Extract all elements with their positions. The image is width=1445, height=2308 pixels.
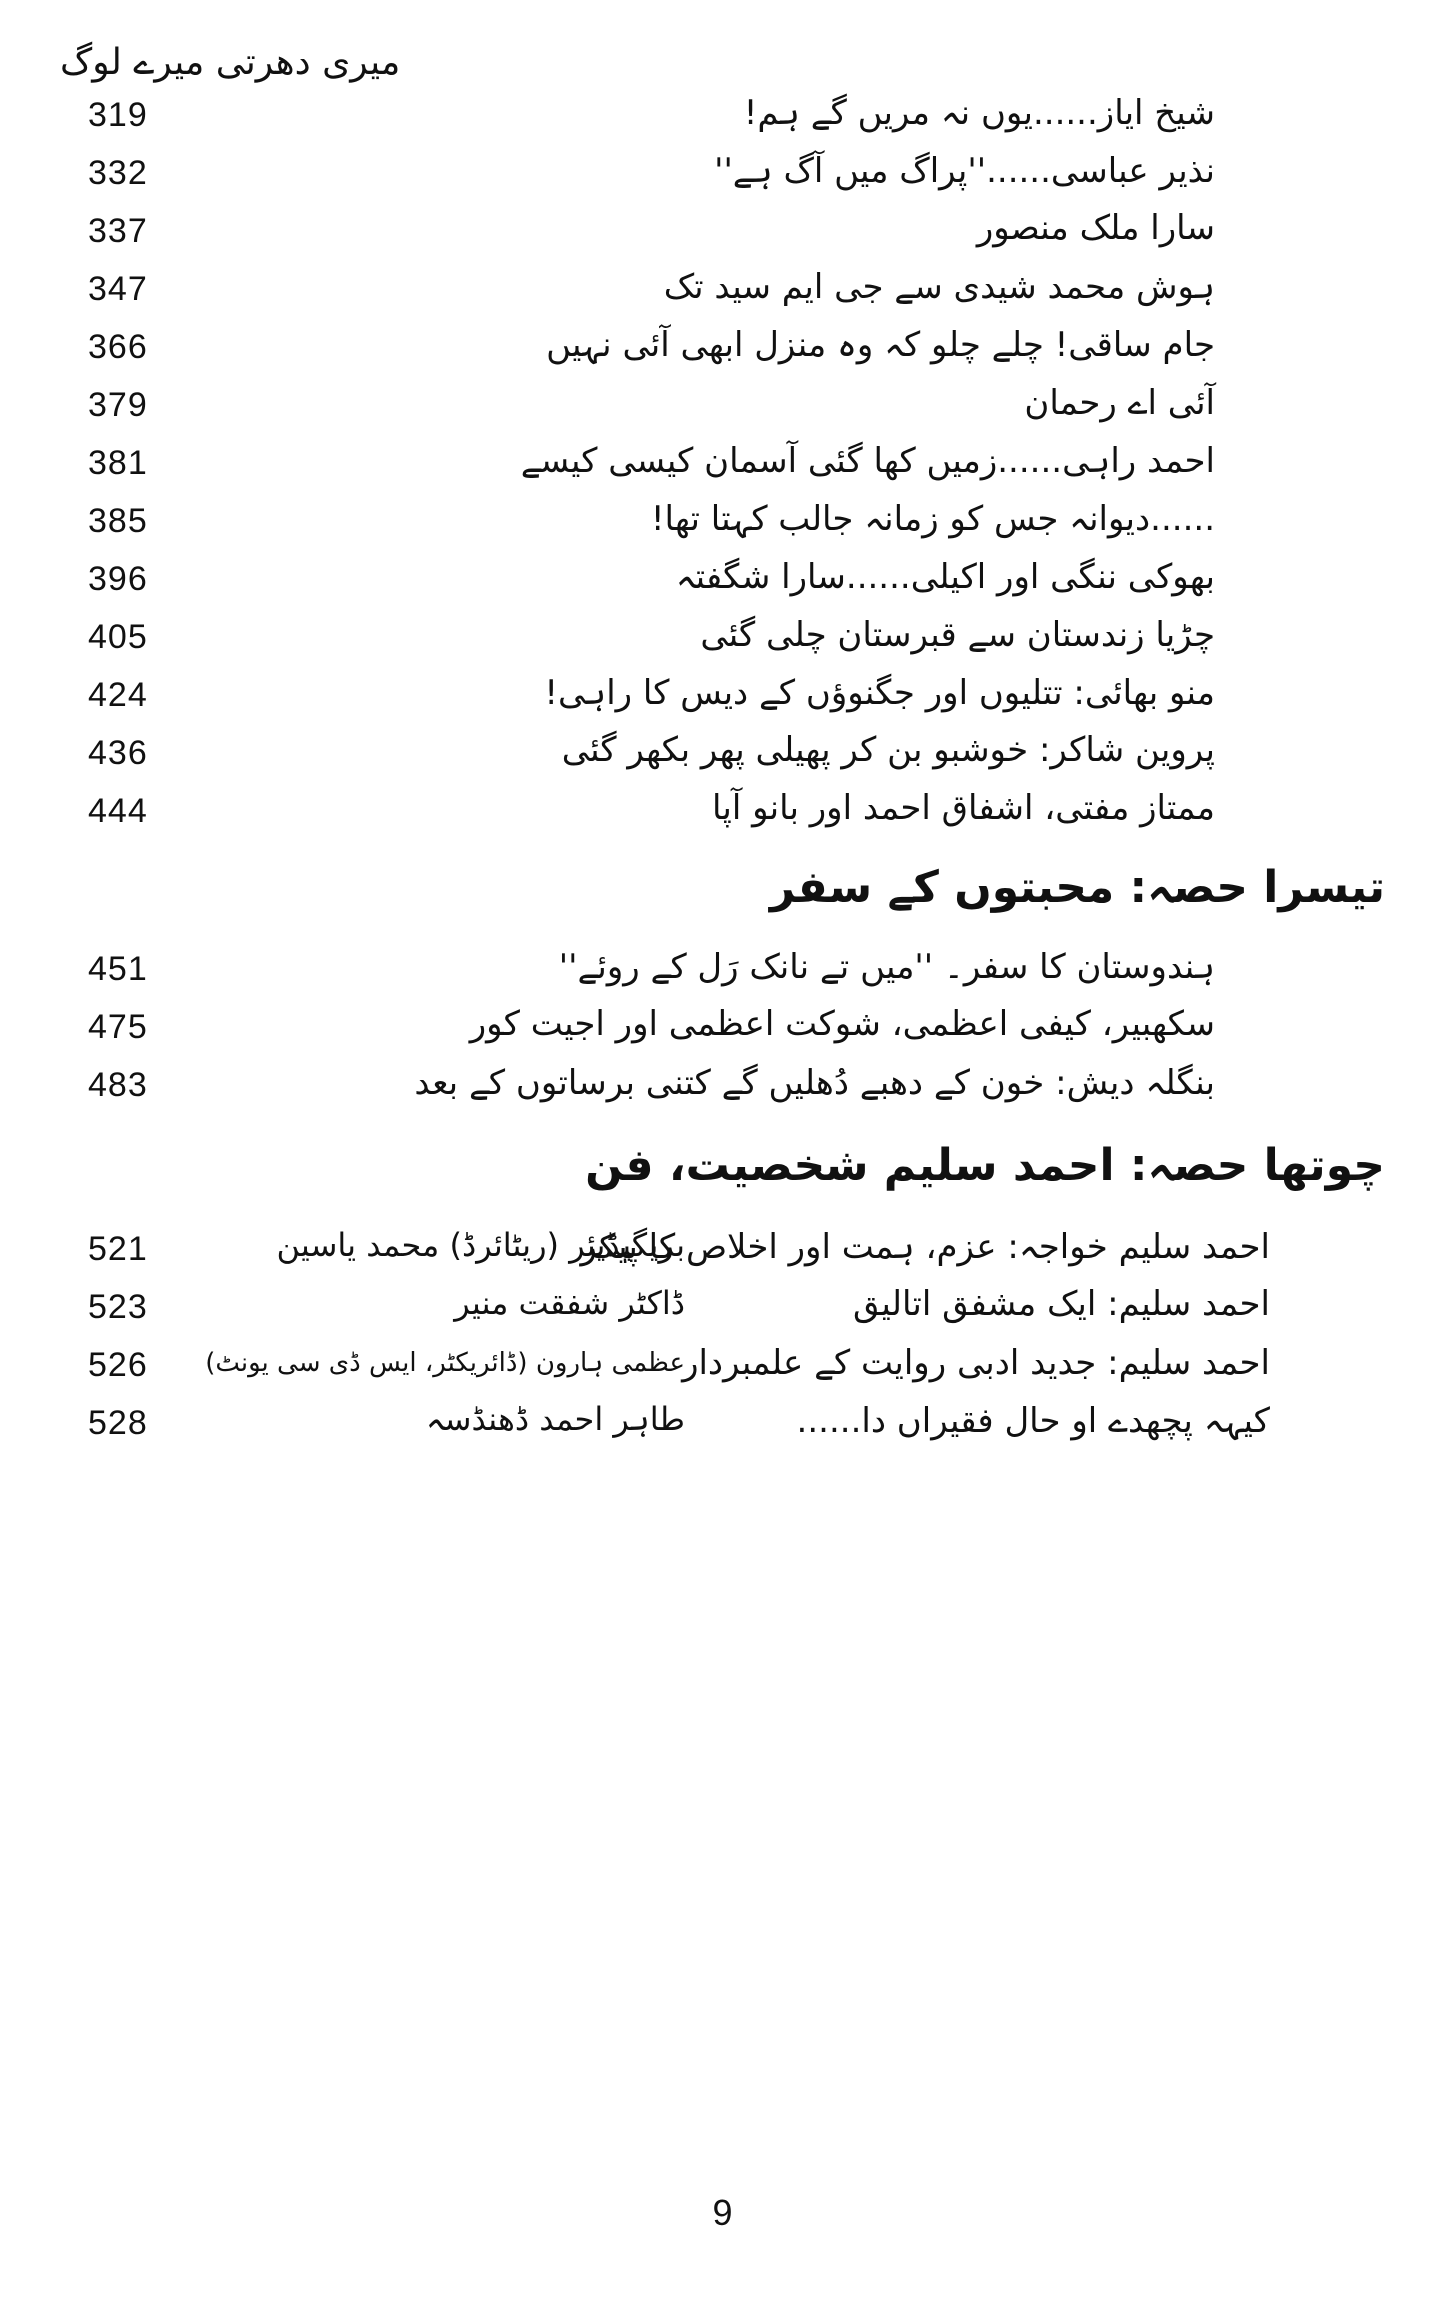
toc-entry	[0, 1058, 1445, 1118]
entry-title: چڑیا زندستان سے قبرستان چلی گئی	[700, 615, 1215, 655]
entry-page-number: 337	[88, 212, 148, 250]
toc-entry	[0, 436, 1445, 496]
toc-entry	[0, 784, 1445, 844]
entry-page-number: 381	[88, 444, 148, 482]
entry-title: نذیر عباسی......''پراگ میں آگ ہے''	[714, 151, 1215, 191]
entry-page-number: 319	[88, 96, 148, 134]
toc-entry	[0, 726, 1445, 786]
entry-page-number: 366	[88, 328, 148, 366]
entry-title: احمد راہی......زمیں کھا گئی آسمان کیسی کیسے	[520, 441, 1215, 481]
entry-title: منو بھائی: تتلیوں اور جگنوؤں کے دیس کا راہی!	[544, 673, 1215, 713]
entry-page-number: 523	[88, 1288, 148, 1326]
toc-entry	[0, 942, 1445, 1002]
entry-title: احمد سلیم: جدید ادبی روایت کے علمبردار	[682, 1343, 1270, 1383]
entry-title: بھوکی ننگی اور اکیلی......سارا شگفتہ	[675, 557, 1215, 597]
entry-page-number: 444	[88, 792, 148, 830]
entry-title: احمد سلیم خواجہ: عزم، ہمت اور اخلاص کا پیکر	[580, 1227, 1270, 1267]
entry-page-number: 385	[88, 502, 148, 540]
entry-title: جام ساقی! چلے چلو کہ وہ منزل ابھی آئی نہیں	[546, 325, 1215, 365]
entry-page-number: 347	[88, 270, 148, 308]
entry-title: پروین شاکر: خوشبو بن کر پھیلی پھر بکھر گئی	[561, 730, 1215, 770]
entry-title: ......دیوانہ جس کو زمانہ جالب کہتا تھا!	[650, 499, 1215, 539]
section-heading: تیسرا حصہ: محبتوں کے سفر	[769, 862, 1385, 913]
page-number: 9	[712, 2192, 733, 2233]
entry-page-number: 332	[88, 154, 148, 192]
entry-page-number: 528	[88, 1404, 148, 1442]
entry-page-number: 451	[88, 950, 148, 988]
entry-page-number: 475	[88, 1008, 148, 1046]
toc-entry	[0, 668, 1445, 728]
entry-page-number: 396	[88, 560, 148, 598]
entry-page-number: 436	[88, 734, 148, 772]
entry-title: احمد سلیم: ایک مشفق اتالیق	[853, 1284, 1270, 1324]
toc-entry	[0, 610, 1445, 670]
toc-entry	[0, 552, 1445, 612]
toc-entry	[0, 1280, 1445, 1340]
entry-title: ہوش محمد شیدی سے جی ایم سید تک	[663, 267, 1215, 307]
entry-title: سارا ملک منصور	[976, 208, 1215, 248]
entry-page-number: 405	[88, 618, 148, 656]
toc-entry	[0, 1338, 1445, 1398]
entry-title: شیخ ایاز......یوں نہ مریں گے ہم!	[743, 93, 1215, 133]
entry-page-number: 526	[88, 1346, 148, 1384]
toc-entry	[0, 1396, 1445, 1456]
section-heading: چوتھا حصہ: احمد سلیم شخصیت، فن	[585, 1140, 1385, 1191]
toc-entry	[0, 146, 1445, 206]
entry-title: بنگلہ دیش: خون کے دھبے دُھلیں گے کتنی برساتوں کے بعد	[414, 1063, 1215, 1103]
entry-title: ممتاز مفتی، اشفاق احمد اور بانو آپا	[712, 788, 1215, 828]
toc-entry	[0, 1222, 1445, 1282]
entry-title: آئی اے رحمان	[1024, 383, 1215, 423]
entry-author: عظمی ہارون (ڈائریکٹر، ایس ڈی سی یونٹ)	[205, 1348, 685, 1378]
toc-entry	[0, 204, 1445, 264]
entry-page-number: 424	[88, 676, 148, 714]
toc-entry	[0, 88, 1445, 148]
entry-page-number: 521	[88, 1230, 148, 1268]
entry-page-number: 483	[88, 1066, 148, 1104]
entry-author: بریگیڈیئر (ریٹائرڈ) محمد یاسین	[276, 1226, 685, 1264]
toc-entry	[0, 320, 1445, 380]
toc-entry	[0, 262, 1445, 322]
toc-entry	[0, 1000, 1445, 1060]
entry-title: ہندوستان کا سفر۔ ''میں تے نانک رَل کے روئے''	[558, 947, 1215, 987]
entry-title: سکھبیر، کیفی اعظمی، شوکت اعظمی اور اجیت کور	[469, 1004, 1215, 1044]
toc-entry	[0, 378, 1445, 438]
running-header: میری دھرتی میرے لوگ	[60, 42, 401, 83]
entry-page-number: 379	[88, 386, 148, 424]
entry-author: طاہر احمد ڈھنڈسہ	[425, 1400, 685, 1438]
toc-entry	[0, 494, 1445, 554]
entry-author: ڈاکٹر شفقت منیر	[454, 1284, 685, 1322]
entry-title: کیہہ پچھدے او حال فقیراں دا......	[796, 1401, 1270, 1441]
